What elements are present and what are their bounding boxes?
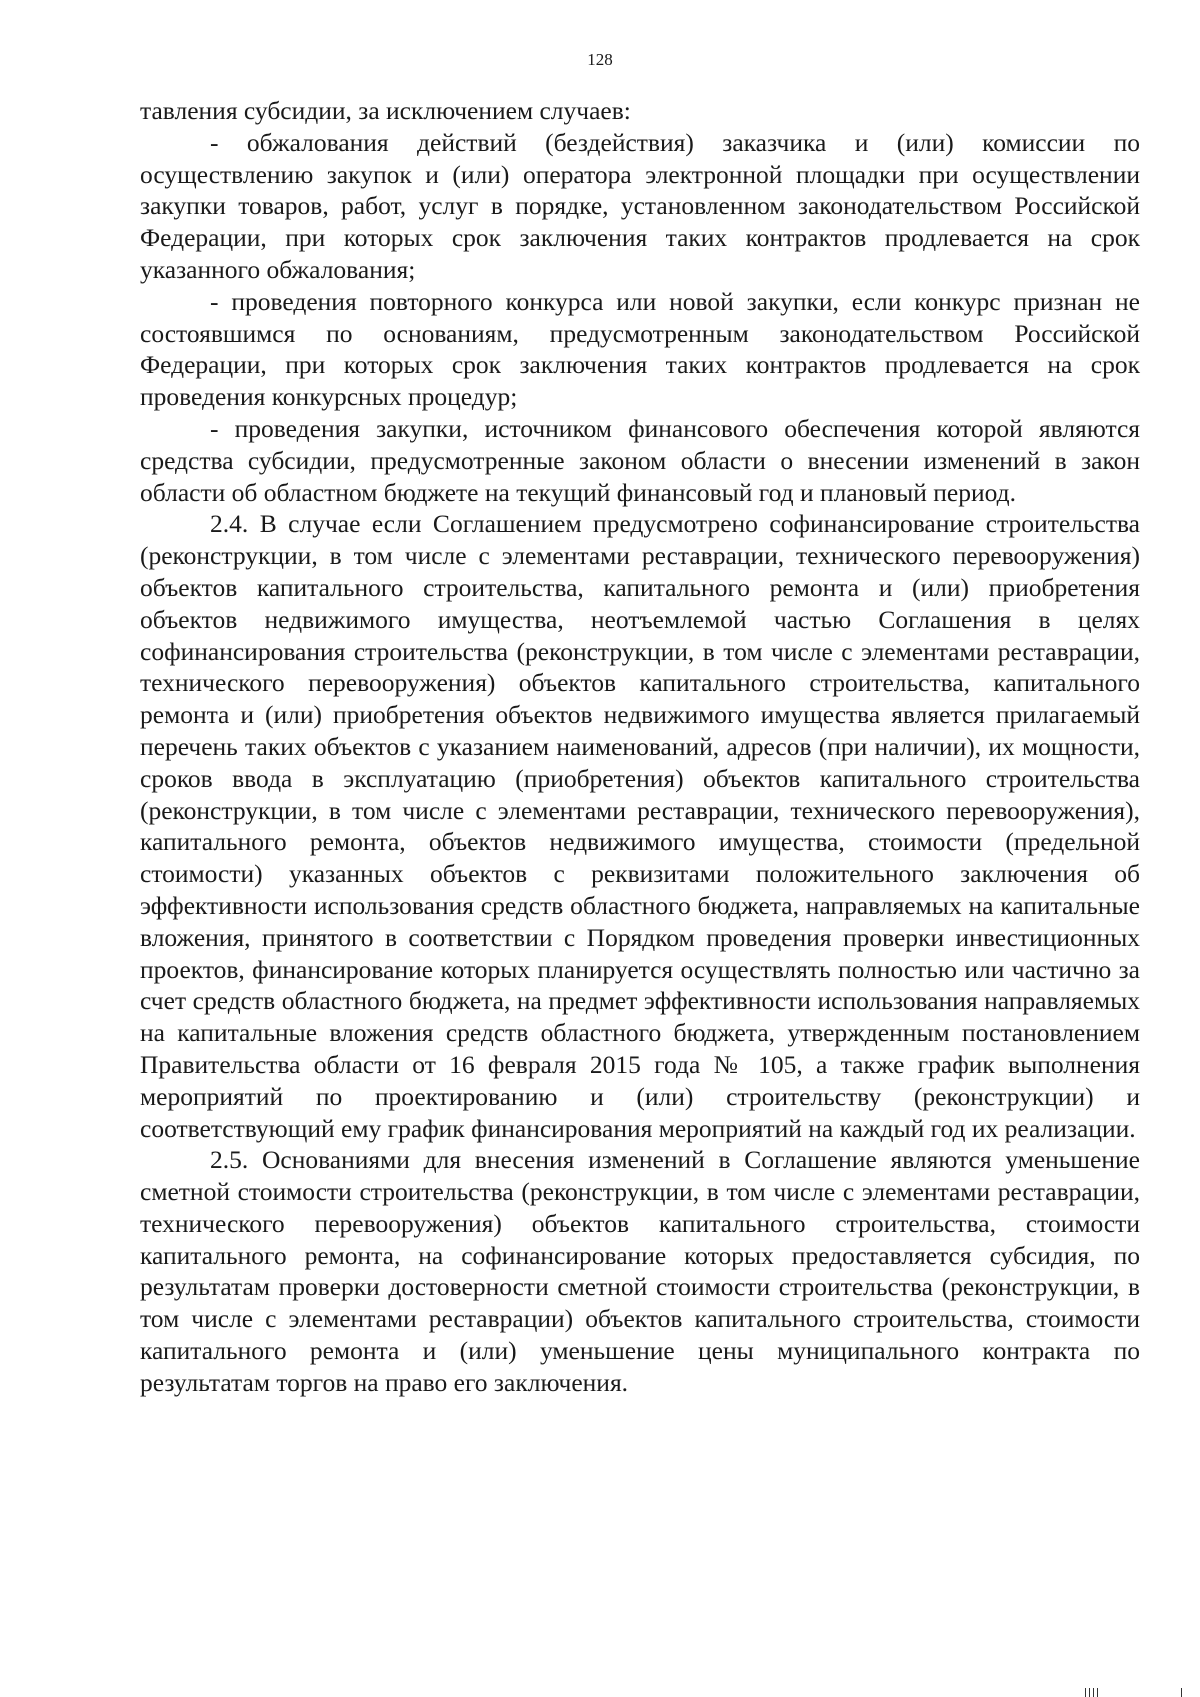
list-item-repeat-tender: - проведения повторного конкурса или новой закупки, если конкурс признан не состоявшимся по основаниям, предусмотренным законодательством Российской Федерации, при которых срок заключения таких контрактов продлевается на срок проведения конкурсных процедур; <box>140 286 1140 412</box>
section-2-5-paragraph: 2.5. Основаниями для внесения изменений в Соглашение являются уменьшение сметной стоимости строительства (реконструкции, в том числе с элементами реставрации, технического перевооружения) объектов капитального строительства, стоимости капитального ремонта, на софинансирование которых предоставляется субсидия, по результатам проверки достоверности сметной стоимости строительства (реконструкции, в том числе с элементами реставрации) объектов капитального строительства, стоимости капитального ремонта и (или) уменьшение цены муниципального контракта по результатам торгов на право его заключения. <box>140 1145 1140 1397</box>
scan-artifact-marks <box>1085 1688 1185 1697</box>
paragraph-continuation: тавления субсидии, за исключением случаев: <box>140 96 631 125</box>
list-item-appeal: - обжалования действий (бездействия) заказчика и (или) комиссии по осуществлению закупок и (или) оператора электронной площадки при осуществлении закупки товаров, работ, услуг в порядке, установленном законодательством Российской Федерации, при которых срок заключения таких контрактов продлевается на срок указанного обжалования; <box>140 127 1140 284</box>
section-2-4-paragraph: 2.4. В случае если Соглашением предусмотрено софинансирование строительства (реконструкции, в том числе с элементами реставрации, технического перевооружения) объектов капитального строительства, капитального ремонта и (или) приобретения объектов недвижимого имущества, неотъемлемой частью Соглашения в целях софинансирования строительства (реконструкции, в том числе с элементами реставрации, технического перевооружения) объектов капитального строительства, капитального ремонта и (или) приобретения объектов недвижимого имущества является прилагаемый перечень таких объектов с указанием наименований, адресов (при наличии), их мощности, сроков ввода в эксплуатацию (приобретения) объектов капитального строительства (реконструкции, в том числе с элементами реставрации, технического перевооружения), капитального ремонта, объектов недвижимого имущества, стоимости (предельной стоимости) указанных объектов с реквизитами положительного заключения об эффективности использования средств областного бюджета, направляемых на капитальные вложения, принятого в соответствии с Порядком проведения проверки инвестиционных проектов, финансирование которых планируется осуществлять полностью или частично за счет средств областного бюджета, на предмет эффективности использования направляемых на капитальные вложения средств областного бюджета, утвержденным постановлением Правительства области от 16 февраля 2015 года № 105, а также график выполнения мероприятий по проектированию и (или) строительству (реконструкции) и соответствующий ему график финансирования мероприятий на каждый год их реализации. <box>140 509 1140 1143</box>
document-body <box>140 95 1140 1399</box>
page-number: 128 <box>587 50 613 69</box>
list-item-procurement: - проведения закупки, источником финансового обеспечения которой являются средства субсидии, предусмотренные законом области о внесении изменений в закон области об областном бюджете на текущий финансовый год и плановый период. <box>140 413 1140 507</box>
